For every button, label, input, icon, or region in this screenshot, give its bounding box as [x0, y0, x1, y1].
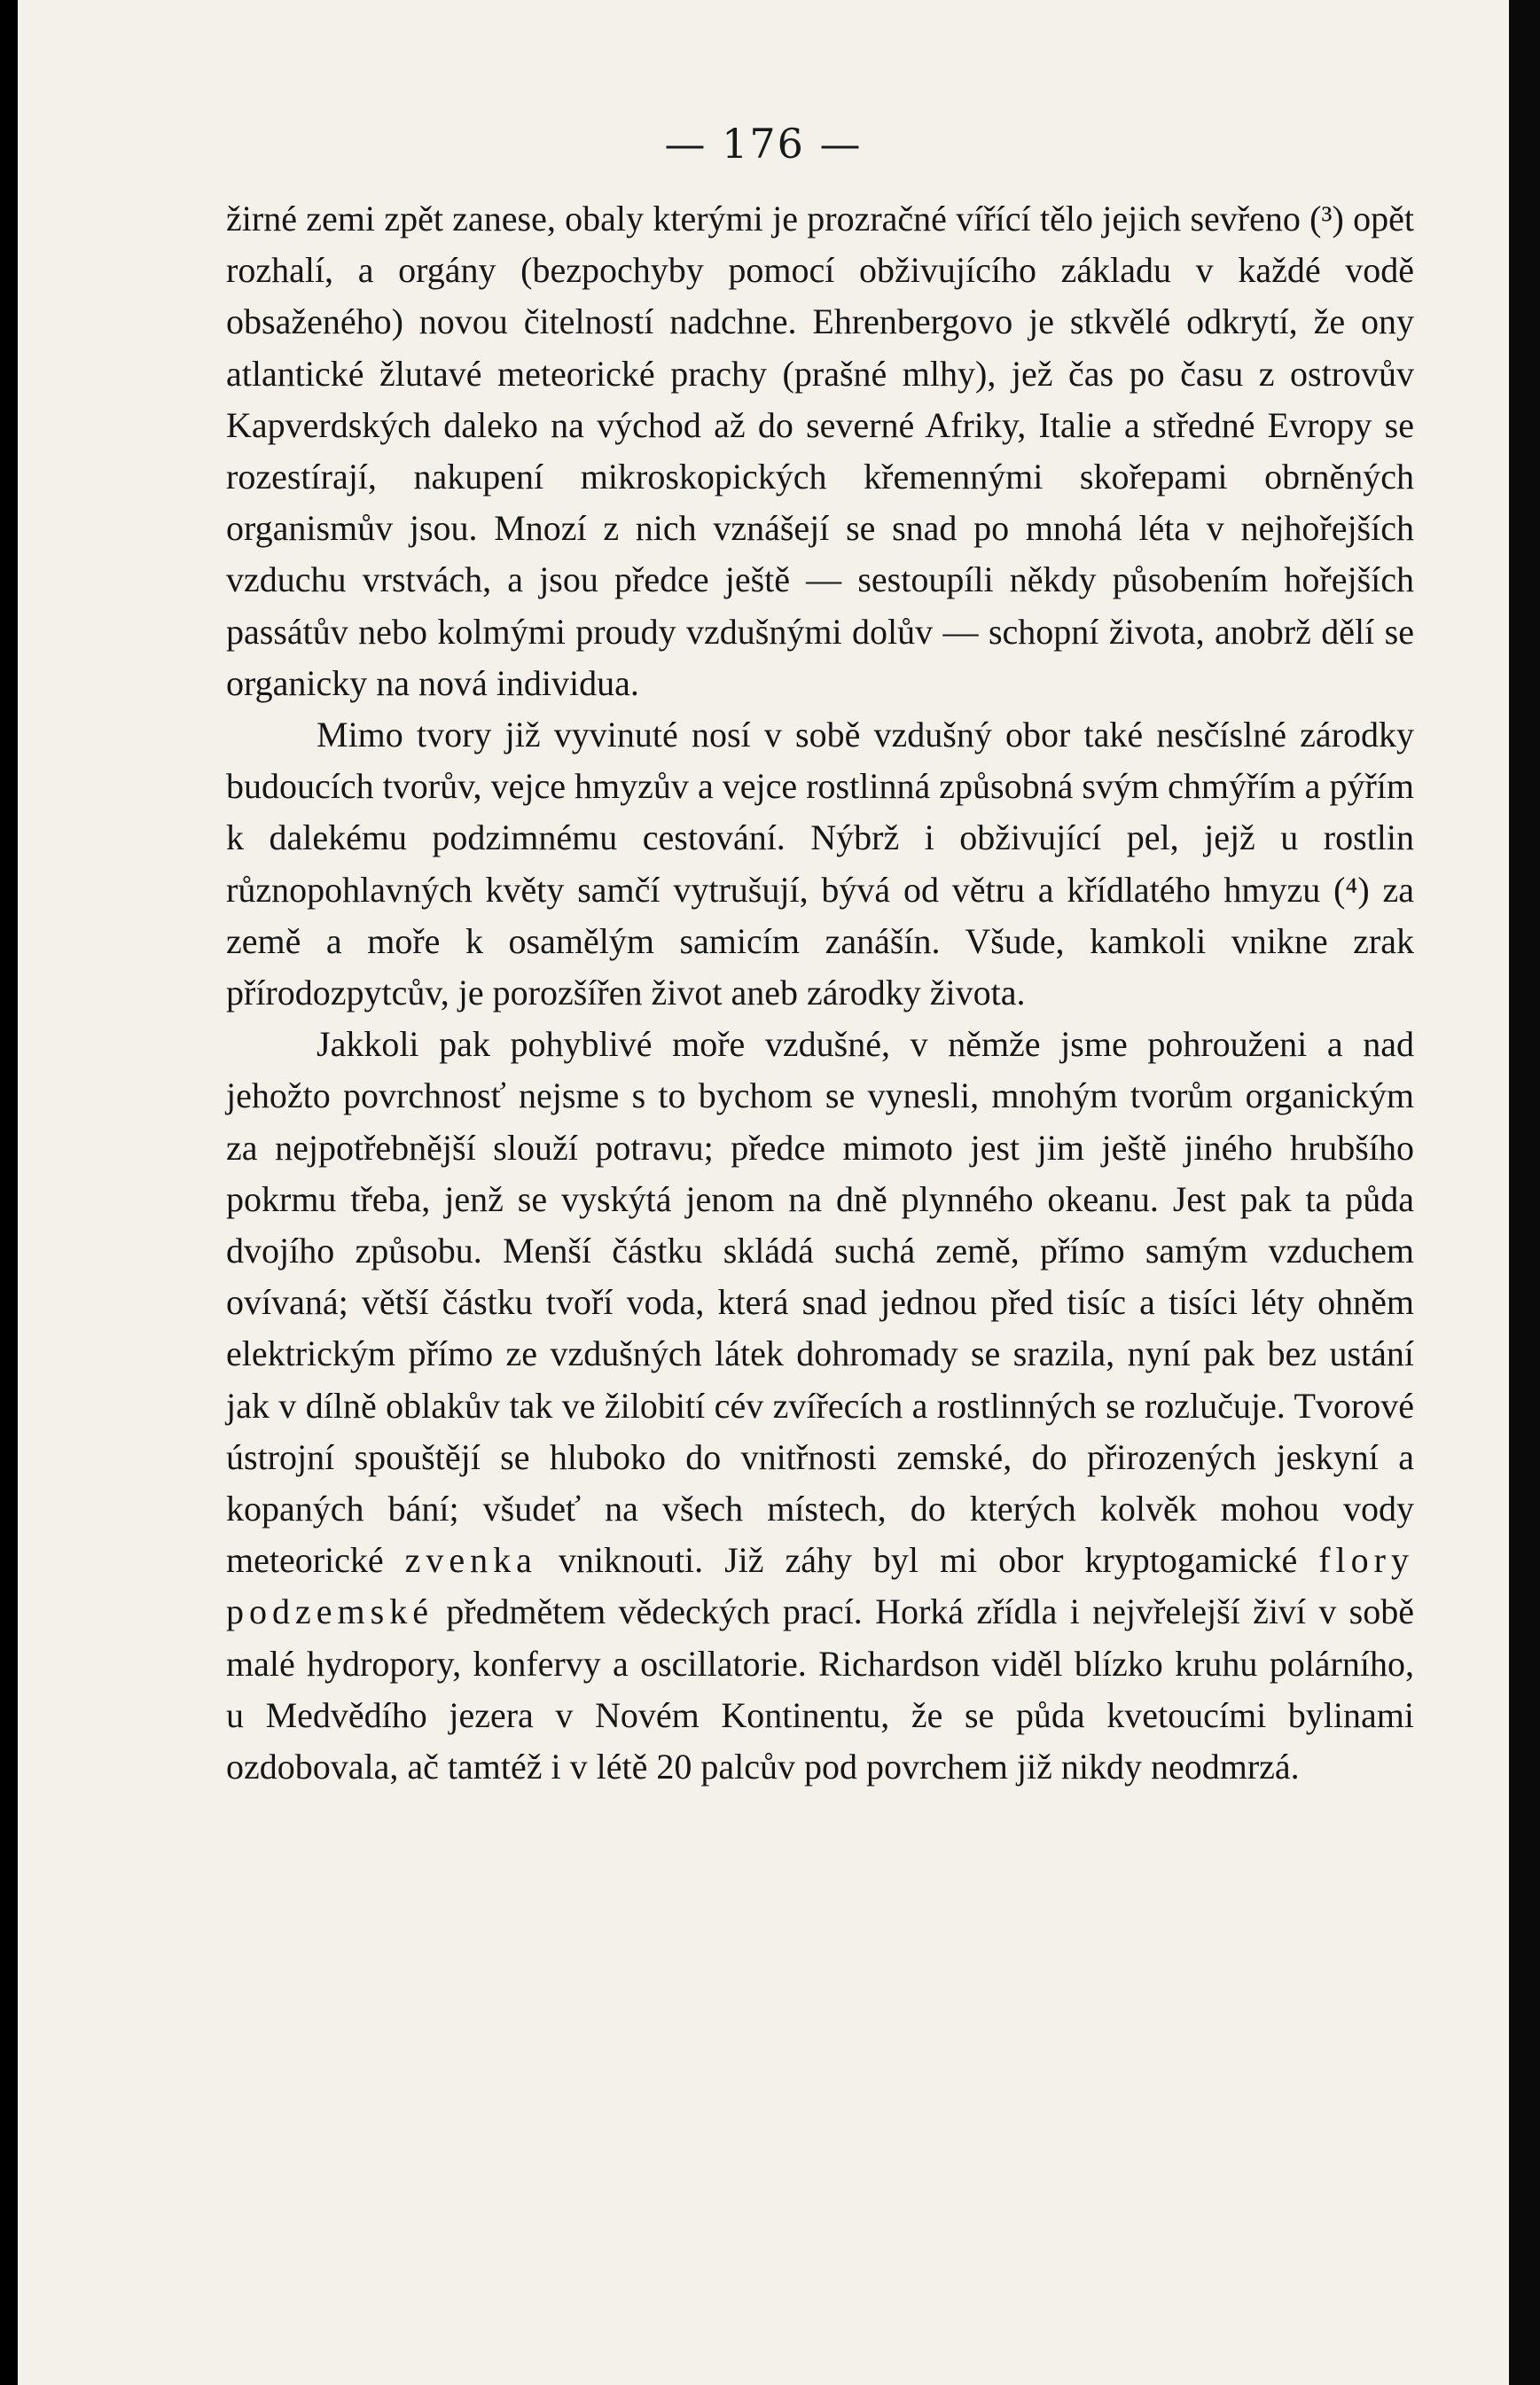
page-number: — 176 —	[664, 120, 863, 168]
paragraph-3-part-3: předmětem vědeckých prací. Horká zřídla i nejvřelejší živí v sobě malé hydropory, konfervy a oscillatorie. Richardson viděl blízko kruhu polárního, u Medvědího jezera v Novém Kontinentu, že se půda kvetoucími bylinami ozdobovala, ač tamtéž i v létě 20 palcův pod povrchem již nikdy neodmrzá.	[226, 1591, 1414, 1787]
paragraph-3	[226, 1019, 1414, 1793]
paragraph-3-part-1: Jakkoli pak pohyblivé moře vzdušné, v němže jsme pohrouženi a nad jehožto povrchnosť nejsme s to bychom se vynesli, mnohým tvorům organickým za nejpotřebnější slouží potravu; předce mimoto jest jim ještě jiného hrubšího pokrmu třeba, jenž se vyskýtá jenom na dně plynného okeanu. Jest pak ta půda dvojího způsobu. Menší částku skládá suchá země, přímo samým vzduchem ovívaná; větší částku tvoří voda, která snad jednou před tisíc a tisíci léty ohněm elektrickým přímo ze vzdušných látek dohromady se srazila, nyní pak bez ustání jak v dílně oblakův tak ve žilobití cév zvířecích a rostlinných se rozlučuje. Tvorové ústrojní spouštějí se hluboko do vnitřnosti zemské, do přirozených jeskyní a kopaných bání; všudeť na všech místech, do kterých kolvěk mohou vody meteorické	[226, 1024, 1414, 1581]
paragraph-3-part-2: vniknouti. Již záhy byl mi obor kryptogamické	[558, 1540, 1298, 1581]
body-text	[226, 193, 1414, 1793]
emphasis-zvenka: zvenka	[404, 1540, 537, 1581]
emphasis-flory-podzemske: flory podzemské	[226, 1540, 1414, 1632]
paragraph-1: žirné zemi zpět zanese, obaly kterými je prozračné vířící tělo jejich sevřeno (³) opět rozhalí, a orgány (bezpochyby pomocí obživujícího základu v každé vodě obsaženého) novou čitelností nadchne. Ehrenbergovo je stkvělé odkrytí, že ony atlantické žlutavé meteorické prachy (prašné mlhy), jež čas po času z ostrovův Kapverdských daleko na východ až do severné Afriky, Italie a středné Evropy se rozestírají, nakupení mikroskopických křemennými skořepami obrněných organismův jsou. Mnozí z nich vznášejí se snad po mnohá léta v nejhořejších vzduchu vrstvách, a jsou předce ještě — sestoupíli někdy působením hořejších passátův nebo kolmými proudy vzdušnými dolův — schopní života, anobrž dělí se organicky na nová individua.	[226, 199, 1414, 703]
paragraph-2: Mimo tvory již vyvinuté nosí v sobě vzdušný obor také nesčíslné zárodky budoucích tvorův, vejce hmyzův a vejce rostlinná způsobná svým chmýřím a pýřím k dalekému podzimnému cestování. Nýbrž i obživující pel, jejž u rostlin různopohlavných květy samčí vytrušují, bývá od větru a křídlatého hmyzu (⁴) za země a moře k osamělým samicím zanášín. Všude, kamkoli vnikne zrak přírodozpytcův, je porozšířen život aneb zárodky života.	[226, 715, 1414, 1013]
page-edge-shadow	[1509, 0, 1540, 2385]
book-page	[18, 0, 1509, 2385]
